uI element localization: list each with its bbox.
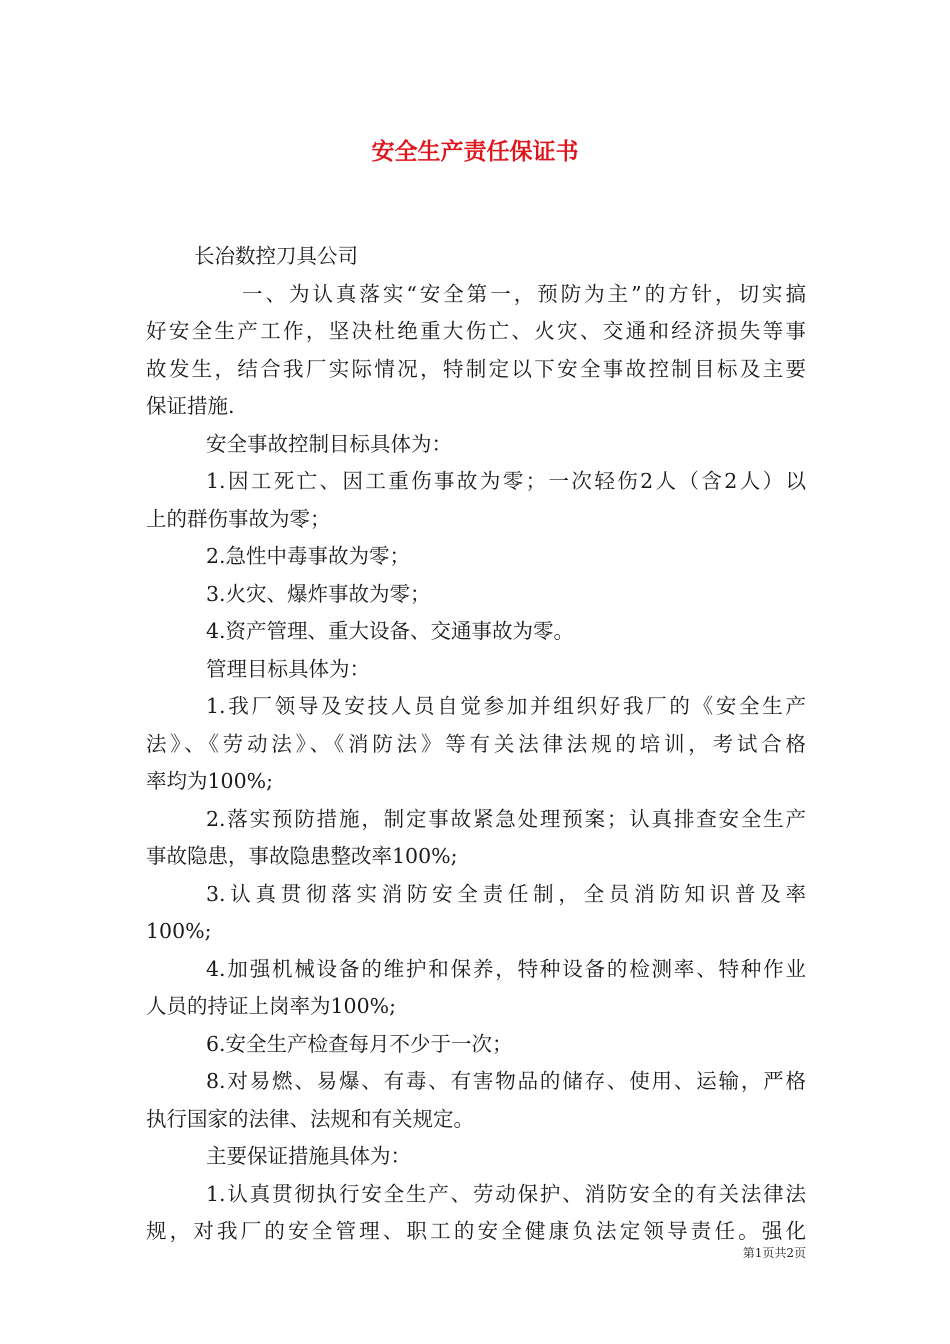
paragraph-line: 保证措施. [146, 394, 235, 418]
paragraph-line: 1.认真贯彻执行安全生产、劳动保护、消防安全的有关法律法 [206, 1181, 806, 1206]
paragraph-line: 8.对易燃、易爆、有毒、有害物品的储存、使用、运输，严格 [206, 1069, 806, 1093]
paragraph-line: 6.安全生产检查每月不少于一次； [206, 1031, 513, 1056]
paragraph-line: 法》、《劳动法》、《消防法》等有关法律法规的培训，考试合格 [146, 731, 806, 756]
paragraph-line: 人员的持证上岗率为100%; [146, 994, 397, 1018]
document-title: 安全生产责任保证书 [371, 138, 579, 165]
paragraph-line: 事故隐患，事故隐患整改率100%; [146, 844, 458, 868]
paragraph-line: 一、为认真落实“安全第一，预防为主”的方针，切实搞 [242, 281, 806, 306]
paragraph-line: 执行国家的法律、法规和有关规定。 [146, 1106, 474, 1131]
document-body [146, 238, 806, 1251]
paragraph-line: 上的群伤事故为零； [146, 506, 331, 531]
paragraph-line: 100%; [146, 919, 212, 943]
paragraph-line: 故发生，结合我厂实际情况，特制定以下安全事故控制目标及主要 [146, 356, 806, 381]
paragraph-line: 1.我厂领导及安技人员自觉参加并组织好我厂的《安全生产 [206, 694, 806, 718]
paragraph-line: 3.认真贯彻落实消防安全责任制，全员消防知识普及率 [206, 881, 806, 906]
section-heading: 管理目标具体为： [206, 656, 370, 681]
page-indicator: 第1页共2页 [742, 1246, 806, 1260]
paragraph-line: 1.因工死亡、因工重伤事故为零；一次轻伤2人（含2人）以 [206, 469, 806, 493]
paragraph-line: 好安全生产工作，坚决杜绝重大伤亡、火灾、交通和经济损失等事 [146, 319, 806, 343]
paragraph-line: 4.资产管理、重大设备、交通事故为零。 [206, 619, 575, 643]
paragraph-line: 2.急性中毒事故为零； [206, 544, 411, 568]
paragraph-line: 3.火灾、爆炸事故为零； [206, 581, 431, 606]
paragraph-line: 2.落实预防措施，制定事故紧急处理预案；认真排查安全生产 [206, 806, 806, 831]
section-heading: 主要保证措施具体为： [206, 1144, 411, 1168]
paragraph-line: 4.加强机械设备的维护和保养，特种设备的检测率、特种作业 [206, 956, 806, 981]
section-heading: 安全事故控制目标具体为： [206, 431, 452, 456]
paragraph-line: 率均为100%; [146, 769, 274, 793]
company-name: 长冶数控刀具公司 [194, 244, 358, 268]
paragraph-line: 规，对我厂的安全管理、职工的安全健康负法定领导责任。强化 [146, 1219, 806, 1243]
